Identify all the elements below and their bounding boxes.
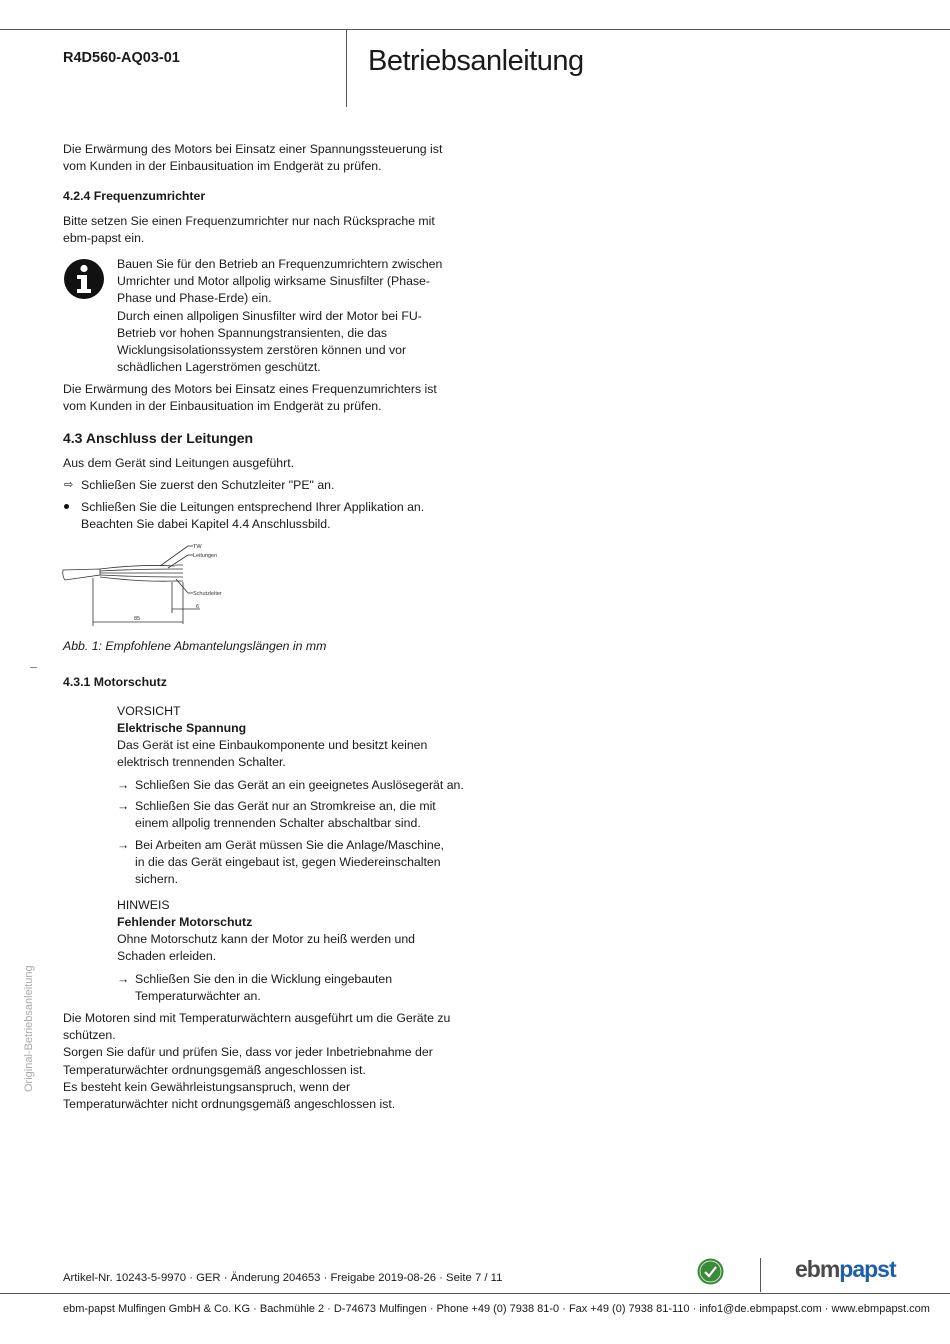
caution-action: → Schließen Sie das Gerät an ein geeignetes Auslösegerät an.: [117, 777, 477, 795]
caution-action: → Bei Arbeiten am Gerät müssen Sie die Anlage/Maschine, in die das Gerät eingebaut ist, gegen Wiedereinschalten sichern.: [117, 838, 444, 887]
header-top-rule: [0, 29, 950, 30]
info-line: schädlichen Lagerströmen geschützt.: [117, 360, 321, 375]
info-line: Betrieb vor hohen Spannungstransienten, die das: [117, 325, 388, 340]
paragraph-line: Bitte setzen Sie einen Frequenzumrichter nur nach Rücksprache mit: [63, 214, 435, 228]
arrow-right-icon: →: [117, 799, 130, 813]
logo-papst: papst: [839, 1256, 896, 1282]
section-heading-4-3-1: 4.3.1 Motorschutz: [63, 675, 167, 689]
notice-signal-word: HINWEIS: [117, 898, 170, 912]
info-icon: [63, 258, 105, 300]
arrow-right-icon: →: [117, 778, 130, 792]
dimension-85: 85: [134, 616, 141, 622]
section-heading-4-2-4: 4.2.4 Frequenzumrichter: [63, 189, 206, 203]
paragraph-line: Die Erwärmung des Motors bei Einsatz eines Frequenzumrichters ist: [63, 382, 437, 396]
info-text: [117, 256, 442, 376]
label-schutzleiter: Schutzleiter: [193, 591, 222, 597]
info-line: Umrichter und Motor allpolig wirksame Sinusfilter (Phase-: [117, 274, 430, 289]
info-line: Wicklungsisolationssystem zerstören können und vor: [117, 343, 407, 358]
header-divider: [346, 29, 347, 107]
arrow-right-icon: →: [117, 972, 130, 986]
logo-ebm: ebm: [795, 1256, 840, 1282]
caution-title: Elektrische Spannung: [117, 721, 247, 735]
closing-line: Sorgen Sie dafür und prüfen Sie, dass vor jeder Inbetriebnahme der: [63, 1045, 433, 1060]
caution-signal-word: VORSICHT: [117, 704, 181, 718]
caution-text: elektrisch trennenden Schalter.: [117, 755, 286, 769]
paragraph-line: ebm-papst ein.: [63, 231, 145, 245]
notice-title: Fehlender Motorschutz: [117, 915, 253, 929]
document-title: Betriebsanleitung: [368, 45, 584, 77]
margin-mark: [30, 667, 37, 668]
closing-line: Es besteht kein Gewährleistungsanspruch, wenn der: [63, 1079, 351, 1094]
footer-rule: [0, 1293, 950, 1294]
arrow-right-icon: →: [117, 838, 130, 852]
footer-logo-divider: [760, 1258, 761, 1292]
info-line: Durch einen allpoligen Sinusfilter wird der Motor bei FU-: [117, 308, 422, 323]
article-info: Artikel-Nr. 10243-5-9970 · GER · Änderung 204653 · Freigabe 2019-08-26 · Seite 7 / 11: [63, 1272, 503, 1284]
paragraph-line: vom Kunden in der Einbausituation im Endgerät zu prüfen.: [63, 399, 382, 413]
closing-line: Die Motoren sind mit Temperaturwächtern ausgeführt um die Geräte zu: [63, 1011, 451, 1025]
step-text: Schließen Sie zuerst den Schutzleiter "PE" an.: [81, 478, 335, 492]
cable-drawing: [60, 538, 240, 628]
closing-line: schützen.: [63, 1028, 116, 1043]
closing-line: Temperaturwächter nicht ordnungsgemäß angeschlossen ist.: [63, 1097, 396, 1112]
bullet-icon: [64, 504, 69, 509]
intro-text-line1: Die Erwärmung des Motors bei Einsatz einer Spannungssteuerung ist: [63, 142, 443, 156]
intro-text-line2: vom Kunden in der Einbausituation im Endgerät zu prüfen.: [63, 159, 382, 173]
company-info: ebm-papst Mulfingen GmbH & Co. KG · Bachmühle 2 · D-74673 Mulfingen · Phone +49 (0) 7938 81-0 · Fax +49 (0) 7938 81-110 · info1@de.ebmpapst.com · www.ebmpapst.com: [63, 1303, 930, 1315]
section-heading-4-3: 4.3 Anschluss der Leitungen: [63, 430, 254, 446]
label-tw: TW: [193, 544, 202, 550]
cable-stripping-figure: [60, 538, 240, 628]
closing-text: [63, 1010, 450, 1113]
closing-line: Temperaturwächter ordnungsgemäß angeschlossen ist.: [63, 1062, 366, 1077]
label-leitungen: Leitungen: [193, 553, 218, 559]
step-text: Beachten Sie dabei Kapitel 4.4 Anschlussbild.: [81, 517, 331, 531]
side-label: Original-Betriebsanleitung: [23, 965, 35, 1092]
caution-action: → Schließen Sie das Gerät nur an Stromkreise an, die mit einem allpolig trennenden Schalter abschaltbar sind.: [117, 799, 436, 831]
green-tech-badge: [697, 1258, 724, 1285]
notice-text: Ohne Motorschutz kann der Motor zu heiß werden und: [117, 932, 416, 946]
notice-action: → Schließen Sie den in die Wicklung eingebauten Temperaturwächter an.: [117, 972, 393, 1004]
step-arrow-icon: ⇨: [64, 479, 74, 491]
notice-text: Schaden erleiden.: [117, 949, 217, 963]
figure-caption: Abb. 1: Empfohlene Abmantelungslängen in mm: [63, 639, 327, 653]
dimension-6: 6: [196, 604, 200, 610]
step-text: Schließen Sie die Leitungen entsprechend Ihrer Applikation an.: [81, 500, 425, 514]
caution-text: Das Gerät ist eine Einbaukomponente und besitzt keinen: [117, 738, 428, 752]
ebmpapst-logo: [795, 1256, 896, 1283]
paragraph-line: Aus dem Gerät sind Leitungen ausgeführt.: [63, 456, 295, 470]
document-id: R4D560-AQ03-01: [63, 50, 180, 66]
info-line: Phase und Phase-Erde) ein.: [117, 291, 272, 306]
info-line: Bauen Sie für den Betrieb an Frequenzumrichtern zwischen: [117, 257, 443, 271]
